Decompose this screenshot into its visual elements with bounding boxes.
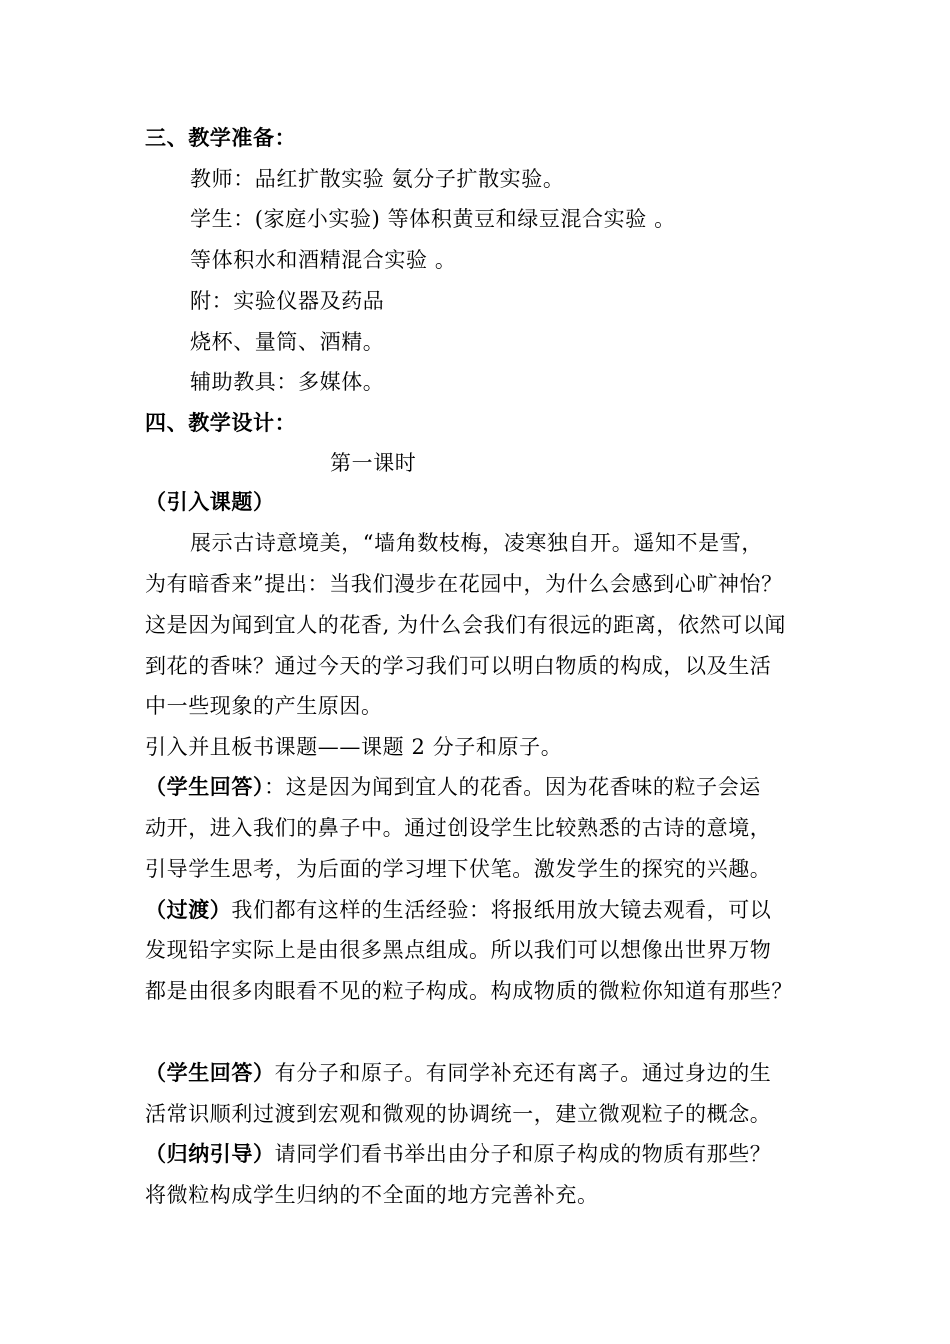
answer1-text: ：这是因为闻到宜人的花香。因为花香味的粒子会运 (264, 775, 761, 799)
intro-para-line: 引入并且板书课题——课题 2 分子和原子。 (145, 735, 563, 759)
answer1-tag: （学生回答） (145, 775, 265, 799)
summary-line: 将微粒构成学生归纳的不全面的地方完善补充。 (145, 1183, 599, 1207)
summary-first-line (145, 1140, 771, 1168)
transition-tag: （过渡） (145, 898, 232, 922)
intro-tag: （引入课题） (145, 490, 275, 514)
transition-text: 我们都有这样的生活经验：将报纸用放大镜去观看，可以 (231, 898, 772, 922)
answer1-line: 动开，进入我们的鼻子中。通过创设学生比较熟悉的古诗的意境， (145, 816, 772, 840)
prep-student-line: 学生：(家庭小实验) 等体积黄豆和绿豆混合实验 。 (190, 207, 676, 231)
answer1-first-line (145, 773, 761, 801)
prep-student-line-2: 等体积水和酒精混合实验 。 (190, 248, 457, 272)
answer1-line: 引导学生思考，为后面的学习埋下伏笔。激发学生的探究的兴趣。 (145, 857, 772, 881)
prep-equipment-line: 烧杯、量筒、酒精。 (190, 330, 385, 354)
summary-tag: （归纳引导） (145, 1142, 275, 1166)
answer2-first-line (145, 1059, 771, 1087)
transition-line: 发现铅字实际上是由很多黑点组成。所以我们可以想像出世界万物 (145, 938, 772, 962)
section-4-heading: 四、教学设计： (145, 411, 297, 435)
answer2-line: 活常识顺利过渡到宏观和微观的协调统一，建立微观粒子的概念。 (145, 1102, 772, 1126)
prep-teacher-line: 教师：品红扩散实验 氨分子扩散实验。 (190, 167, 565, 191)
prep-appendix-line: 附：实验仪器及药品 (190, 289, 385, 313)
lesson-title: 第一课时 (330, 451, 417, 475)
transition-line: 都是由很多肉眼看不见的粒子构成。构成物质的微粒你知道有那些？ (145, 979, 793, 1003)
intro-para-line: 展示古诗意境美，“墙角数枝梅，凌寒独自开。遥知不是雪， (190, 531, 763, 555)
summary-text: 请同学们看书举出由分子和原子构成的物质有那些？ (274, 1142, 772, 1166)
answer2-tag: （学生回答） (145, 1061, 275, 1085)
intro-para-line: 中一些现象的产生原因。 (145, 694, 383, 718)
section-3-heading: 三、教学准备： (145, 126, 297, 150)
answer2-text: 有分子和原子。有同学补充还有离子。通过身边的生 (274, 1061, 772, 1085)
intro-para-line: 这是因为闻到宜人的花香, 为什么会我们有很远的距离，依然可以闻 (145, 613, 786, 637)
intro-para-line: 为有暗香来”提出：当我们漫步在花园中，为什么会感到心旷神怡？ (145, 572, 783, 596)
transition-first-line (145, 896, 771, 924)
intro-para-line: 到花的香味？通过今天的学习我们可以明白物质的构成，以及生活 (145, 654, 772, 678)
prep-aids-line: 辅助教具：多媒体。 (190, 370, 385, 394)
